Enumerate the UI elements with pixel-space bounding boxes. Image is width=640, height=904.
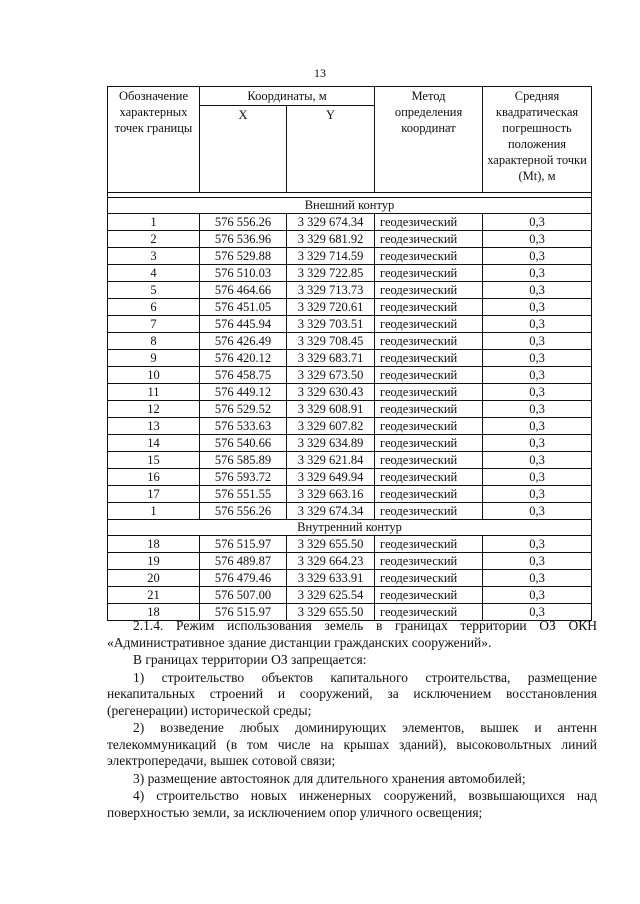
method-cell: геодезический [375,367,483,384]
table-body [108,193,592,621]
table-row [108,282,592,299]
table-row [108,486,592,503]
method-cell: геодезический [375,282,483,299]
method-cell: геодезический [375,418,483,435]
coord-y-cell: 3 329 621.84 [287,452,375,469]
method-cell: геодезический [375,604,483,621]
error-cell: 0,3 [483,384,592,401]
coord-x-cell: 576 479.46 [200,570,287,587]
point-number-cell: 8 [108,333,200,350]
error-cell: 0,3 [483,282,592,299]
coord-y-cell: 3 329 683.71 [287,350,375,367]
point-number-cell: 19 [108,553,200,570]
point-number-cell: 16 [108,469,200,486]
header-error: Средняя квадратическая погрешность положения характерной точки (Mt), м [483,87,592,193]
coord-y-cell: 3 329 708.45 [287,333,375,350]
coord-x-cell: 576 529.52 [200,401,287,418]
method-cell: геодезический [375,316,483,333]
method-cell: геодезический [375,299,483,316]
method-cell: геодезический [375,503,483,520]
method-cell: геодезический [375,570,483,587]
inner-contour-section-title: Внутренний контур [108,520,592,536]
inner-contour-section [108,520,592,536]
table-row [108,384,592,401]
coord-y-cell: 3 329 673.50 [287,367,375,384]
coord-y-cell: 3 329 674.34 [287,503,375,520]
coord-y-cell: 3 329 722.85 [287,265,375,282]
method-cell: геодезический [375,333,483,350]
table-row [108,553,592,570]
table-row [108,350,592,367]
paragraph: 2) возведение любых доминирующих элементов, вышек и антенн телекоммуникаций (в том числе на крышах зданий), высоковольтных линий электропередачи, вышек сотовой связи; [107,720,597,768]
error-cell: 0,3 [483,536,592,553]
table-row [108,265,592,282]
table-row [108,299,592,316]
coord-x-cell: 576 515.97 [200,604,287,621]
coord-y-cell: 3 329 713.73 [287,282,375,299]
method-cell: геодезический [375,248,483,265]
point-number-cell: 9 [108,350,200,367]
table-row [108,469,592,486]
coord-x-cell: 576 536.96 [200,231,287,248]
error-cell: 0,3 [483,367,592,384]
coord-y-cell: 3 329 607.82 [287,418,375,435]
coord-x-cell: 576 458.75 [200,367,287,384]
method-cell: геодезический [375,214,483,231]
table-header-row [108,87,592,106]
coord-y-cell: 3 329 714.59 [287,248,375,265]
table-row [108,452,592,469]
error-cell: 0,3 [483,604,592,621]
table-row [108,367,592,384]
coord-x-cell: 576 464.66 [200,282,287,299]
coord-x-cell: 576 445.94 [200,316,287,333]
method-cell: геодезический [375,265,483,282]
point-number-cell: 5 [108,282,200,299]
coord-y-cell: 3 329 703.51 [287,316,375,333]
point-number-cell: 20 [108,570,200,587]
coord-x-cell: 576 449.12 [200,384,287,401]
coord-x-cell: 576 540.66 [200,435,287,452]
coord-x-cell: 576 556.26 [200,214,287,231]
coord-y-cell: 3 329 674.34 [287,214,375,231]
coord-x-cell: 576 533.63 [200,418,287,435]
point-number-cell: 15 [108,452,200,469]
point-number-cell: 4 [108,265,200,282]
error-cell: 0,3 [483,350,592,367]
coord-y-cell: 3 329 608.91 [287,401,375,418]
paragraph: В границах территории ОЗ запрещается: [133,652,367,667]
error-cell: 0,3 [483,570,592,587]
header-x: X [200,106,287,193]
header-coordinates: Координаты, м [200,87,375,106]
point-number-cell: 17 [108,486,200,503]
method-cell: геодезический [375,469,483,486]
error-cell: 0,3 [483,316,592,333]
method-cell: геодезический [375,553,483,570]
header-designation: Обозначение характерных точек границы [108,87,200,193]
method-cell: геодезический [375,486,483,503]
error-cell: 0,3 [483,486,592,503]
method-cell: геодезический [375,350,483,367]
coord-x-cell: 576 551.55 [200,486,287,503]
table-row [108,214,592,231]
error-cell: 0,3 [483,418,592,435]
error-cell: 0,3 [483,333,592,350]
error-cell: 0,3 [483,435,592,452]
point-number-cell: 14 [108,435,200,452]
table-row [108,570,592,587]
coord-x-cell: 576 426.49 [200,333,287,350]
error-cell: 0,3 [483,469,592,486]
point-number-cell: 12 [108,401,200,418]
coordinates-table [107,86,592,621]
error-cell: 0,3 [483,503,592,520]
error-cell: 0,3 [483,553,592,570]
outer-contour-section-title: Внешний контур [108,198,592,214]
error-cell: 0,3 [483,214,592,231]
coord-y-cell: 3 329 655.50 [287,536,375,553]
error-cell: 0,3 [483,452,592,469]
table-row [108,401,592,418]
coord-x-cell: 576 489.87 [200,553,287,570]
paragraph: 3) размещение автостоянок для длительного хранения автомобилей; [133,770,526,786]
coord-x-cell: 576 510.03 [200,265,287,282]
point-number-cell: 13 [108,418,200,435]
paragraph: 2.1.4. Режим использования земель в границах территории ОЗ ОКН «Административное здание дистанции гражданских сооружений». [107,618,597,650]
point-number-cell: 1 [108,214,200,231]
coord-y-cell: 3 329 681.92 [287,231,375,248]
table-row [108,333,592,350]
point-number-cell: 2 [108,231,200,248]
point-number-cell: 3 [108,248,200,265]
coord-y-cell: 3 329 633.91 [287,570,375,587]
header-method: Метод определения координат [375,87,483,193]
method-cell: геодезический [375,452,483,469]
header-y: Y [287,106,375,193]
outer-contour-section [108,198,592,214]
page-number: 13 [314,66,326,80]
table-row [108,248,592,265]
method-cell: геодезический [375,231,483,248]
method-cell: геодезический [375,435,483,452]
coord-x-cell: 576 593.72 [200,469,287,486]
table-row [108,316,592,333]
error-cell: 0,3 [483,231,592,248]
coord-x-cell: 576 529.88 [200,248,287,265]
text-block [107,618,597,822]
coord-y-cell: 3 329 663.16 [287,486,375,503]
point-number-cell: 10 [108,367,200,384]
coord-x-cell: 576 420.12 [200,350,287,367]
coord-x-cell: 576 507.00 [200,587,287,604]
error-cell: 0,3 [483,401,592,418]
table-row [108,435,592,452]
table-row [108,503,592,520]
error-cell: 0,3 [483,265,592,282]
table-row [108,536,592,553]
error-cell: 0,3 [483,248,592,265]
coord-x-cell: 576 585.89 [200,452,287,469]
paragraph: 1) строительство объектов капитального строительства, размещение некапитальных строений и сооружений, за исключением восстановления (регенерации) исторической среды; [107,669,597,718]
method-cell: геодезический [375,587,483,604]
coord-y-cell: 3 329 625.54 [287,587,375,604]
point-number-cell: 7 [108,316,200,333]
point-number-cell: 11 [108,384,200,401]
table-row [108,418,592,435]
point-number-cell: 1 [108,503,200,520]
table-row [108,231,592,248]
method-cell: геодезический [375,536,483,553]
paragraph: 4) строительство новых инженерных сооружений, возвышающихся над поверхностью земли, за исключением опор уличного освещения; [107,788,597,820]
coord-x-cell: 576 515.97 [200,536,287,553]
error-cell: 0,3 [483,587,592,604]
point-number-cell: 6 [108,299,200,316]
point-number-cell: 18 [108,536,200,553]
error-cell: 0,3 [483,299,592,316]
coord-y-cell: 3 329 630.43 [287,384,375,401]
coord-y-cell: 3 329 634.89 [287,435,375,452]
coord-x-cell: 576 451.05 [200,299,287,316]
table-row [108,587,592,604]
coord-x-cell: 576 556.26 [200,503,287,520]
method-cell: геодезический [375,384,483,401]
point-number-cell: 18 [108,604,200,621]
coord-y-cell: 3 329 664.23 [287,553,375,570]
method-cell: геодезический [375,401,483,418]
coord-y-cell: 3 329 655.50 [287,604,375,621]
coord-y-cell: 3 329 720.61 [287,299,375,316]
point-number-cell: 21 [108,587,200,604]
coord-y-cell: 3 329 649.94 [287,469,375,486]
